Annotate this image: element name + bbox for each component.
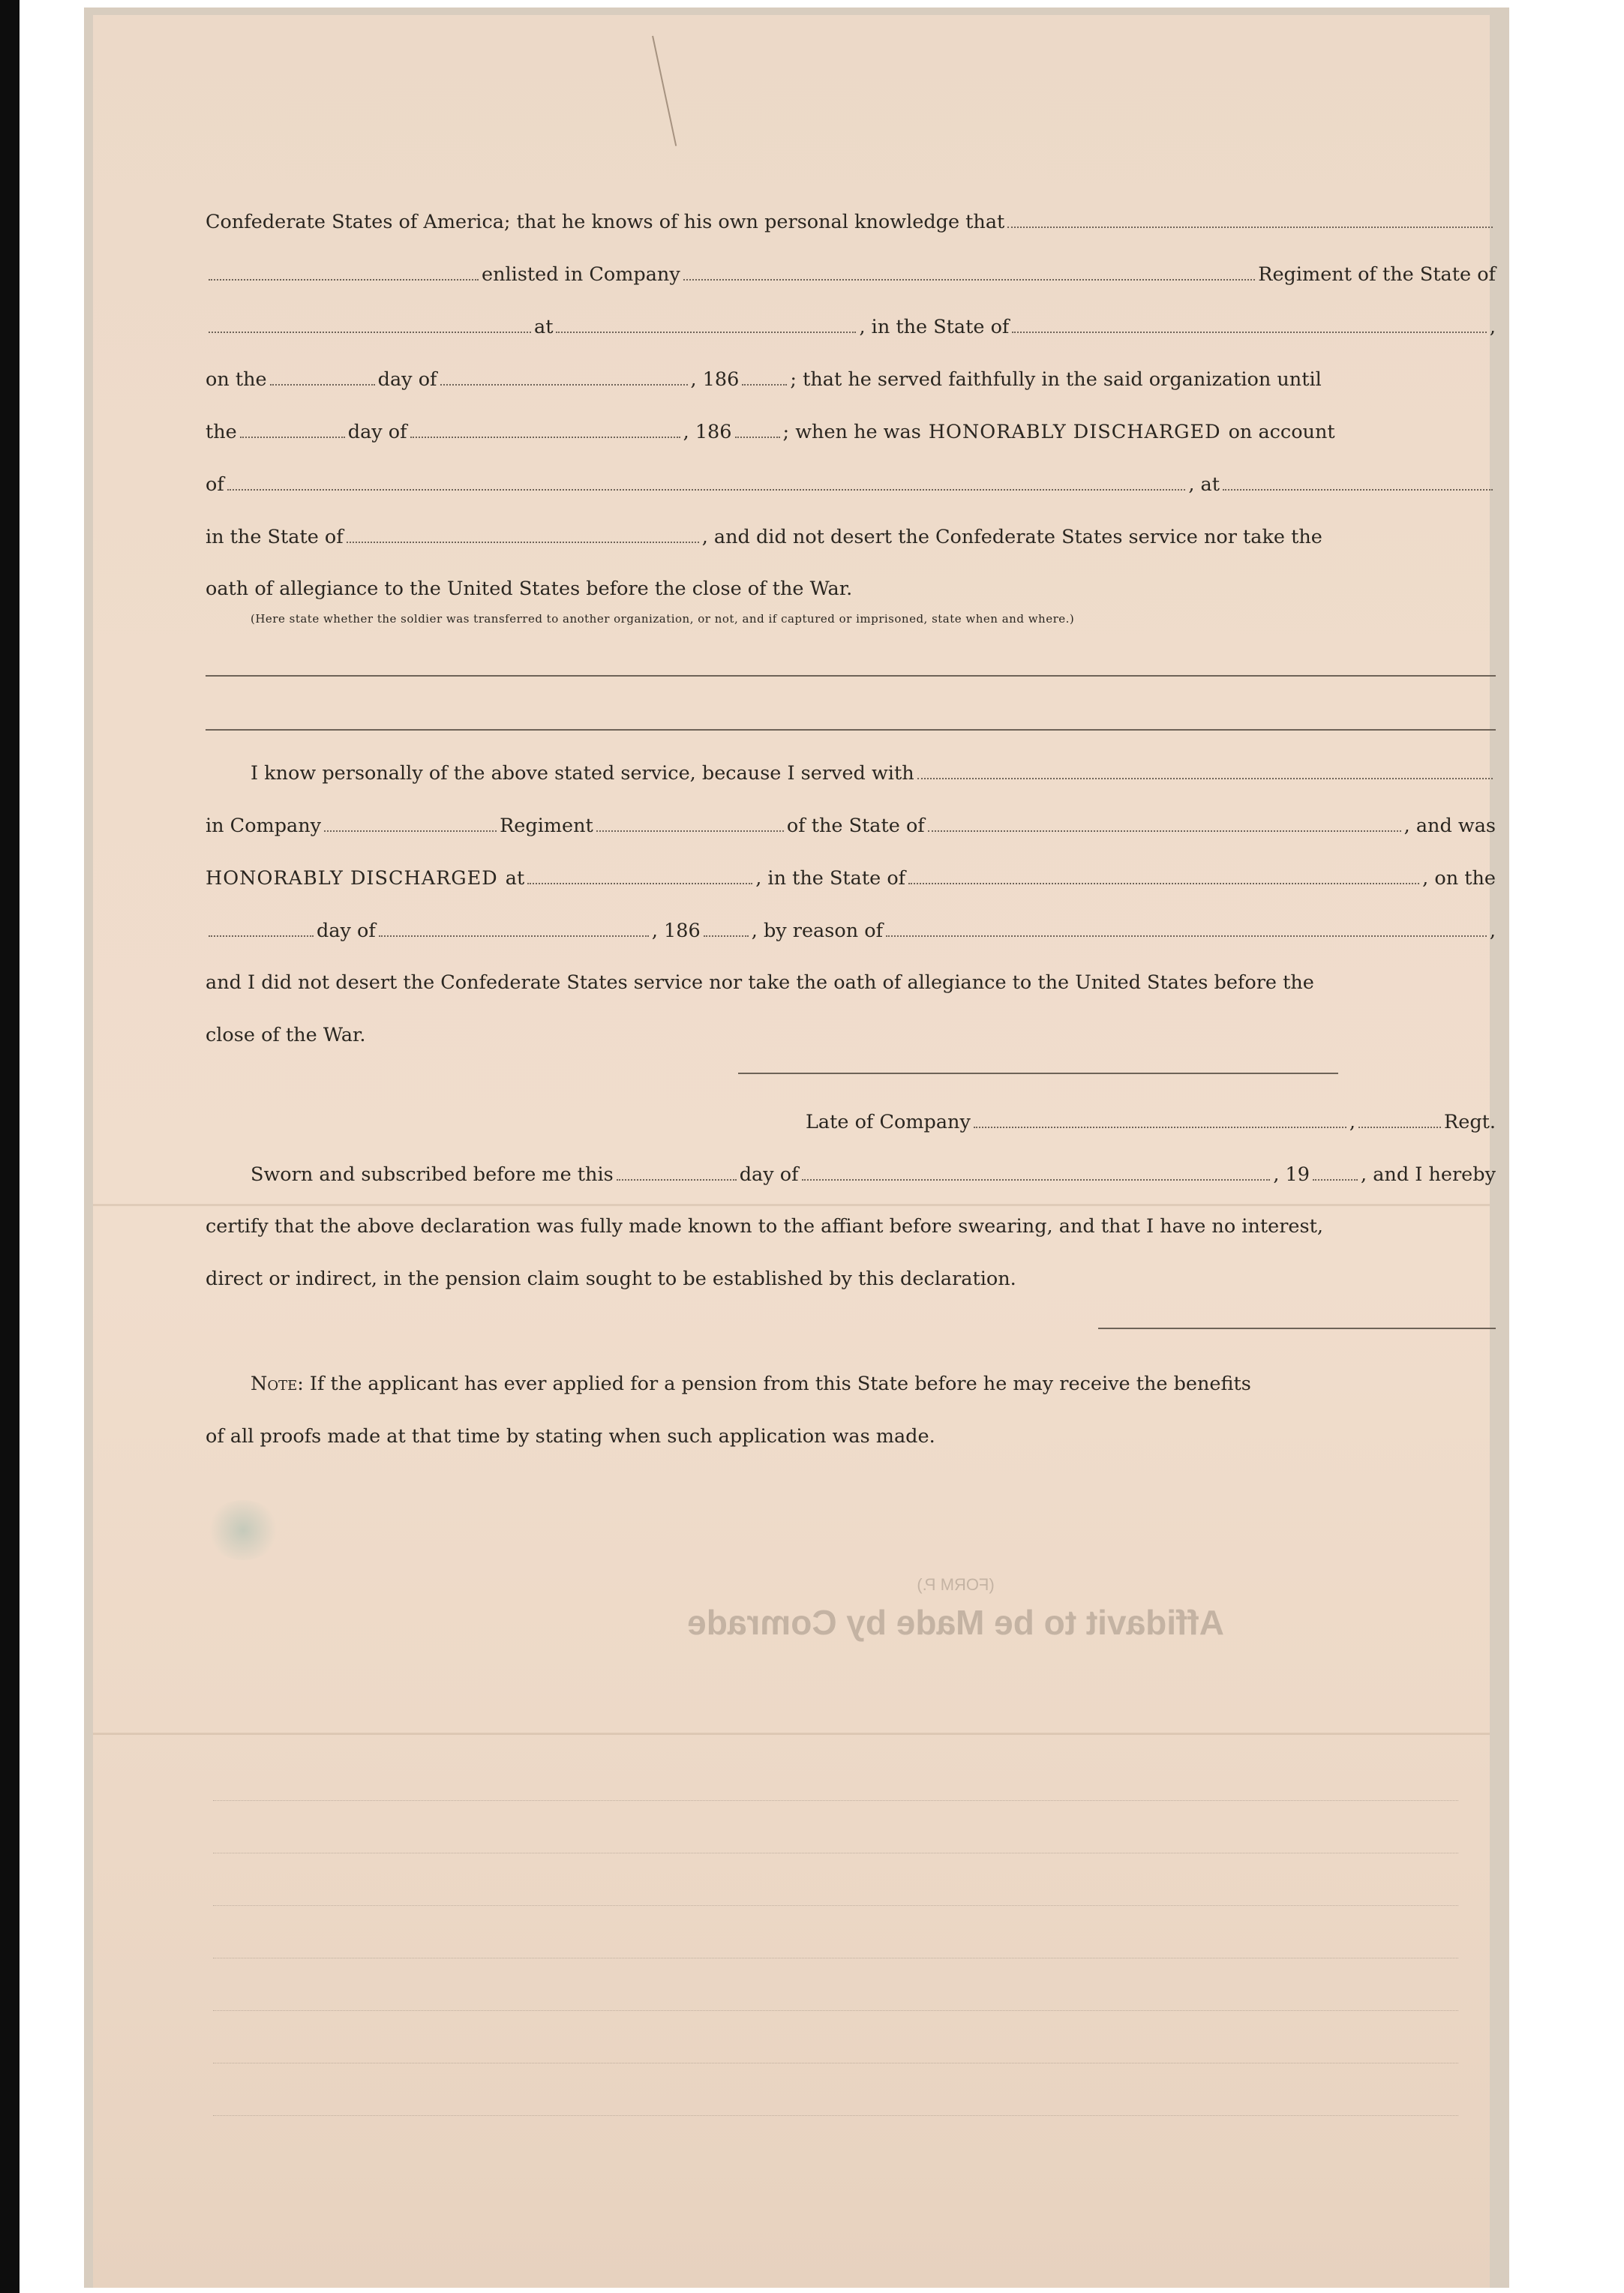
blank-field[interactable] bbox=[1007, 210, 1493, 228]
line-3: at , in the State of , bbox=[206, 315, 1496, 342]
line-15: Late of Company , Regt. bbox=[806, 1111, 1496, 1133]
blank-field[interactable] bbox=[1358, 1110, 1441, 1128]
blank-field[interactable] bbox=[742, 368, 787, 386]
blank-field[interactable] bbox=[683, 263, 1256, 281]
blank-line[interactable] bbox=[206, 729, 1496, 731]
blank-field[interactable] bbox=[1313, 1163, 1358, 1181]
line-6: of , at bbox=[206, 473, 1496, 500]
line-8: oath of allegiance to the United States before the close of the War. bbox=[206, 578, 853, 600]
scanner-edge bbox=[0, 0, 20, 2293]
line-2: enlisted in Company Regiment of the State of bbox=[206, 263, 1496, 290]
line-9: I know personally of the above stated service, because I served with bbox=[206, 761, 1496, 788]
line-17: certify that the above declaration was fully made known to the affiant before swearing, and that I have no interest, bbox=[206, 1215, 1323, 1238]
blank-field[interactable] bbox=[379, 919, 649, 937]
line-7: in the State of , and did not desert the Confederate States service nor take the bbox=[206, 526, 1322, 548]
blank-field[interactable] bbox=[410, 420, 680, 438]
blank-field[interactable] bbox=[928, 814, 1401, 832]
line-5: the day of , 186 ; when he was HONORABLY DISCHARGED on account bbox=[206, 421, 1335, 443]
affidavit-page bbox=[93, 15, 1496, 2288]
torn-mark bbox=[652, 26, 721, 146]
blank-field[interactable] bbox=[209, 263, 479, 281]
blank-field[interactable] bbox=[556, 315, 856, 333]
blank-field[interactable] bbox=[617, 1163, 737, 1181]
blank-field[interactable] bbox=[347, 525, 699, 543]
blank-field[interactable] bbox=[735, 420, 780, 438]
blank-line[interactable] bbox=[206, 675, 1496, 677]
blank-field[interactable] bbox=[270, 368, 375, 386]
blank-field[interactable] bbox=[596, 814, 784, 832]
blank-field[interactable] bbox=[704, 919, 749, 937]
blank-field[interactable] bbox=[802, 1163, 1271, 1181]
blank-field[interactable] bbox=[974, 1110, 1346, 1128]
blank-field[interactable] bbox=[240, 420, 345, 438]
line-18: direct or indirect, in the pension claim sought to be established by this declaration. bbox=[206, 1268, 1016, 1290]
instruction-note: (Here state whether the soldier was transferred to another organization, or not, and if captured or imprisoned, state when and where.) bbox=[251, 612, 1075, 626]
blank-field[interactable] bbox=[908, 866, 1419, 884]
blank-field[interactable] bbox=[324, 814, 497, 832]
blank-field[interactable] bbox=[917, 761, 1493, 779]
blank-field[interactable] bbox=[209, 315, 531, 333]
blank-field[interactable] bbox=[1012, 315, 1487, 333]
blank-field[interactable] bbox=[209, 919, 314, 937]
blank-field[interactable] bbox=[1223, 473, 1493, 491]
fold-crease bbox=[93, 1733, 1490, 1735]
line-14: close of the War. bbox=[206, 1024, 366, 1046]
line-19: Note : If the applicant has ever applied for a pension from this State before he may receive the benefits bbox=[251, 1373, 1251, 1395]
line-1: Confederate States of America; that he knows of his own personal knowledge that bbox=[206, 210, 1496, 237]
blank-field[interactable] bbox=[440, 368, 688, 386]
official-signature-line[interactable] bbox=[1098, 1328, 1496, 1329]
line-11: HONORABLY DISCHARGED at , in the State of , on the bbox=[206, 867, 1496, 890]
fold-crease bbox=[93, 1204, 1490, 1206]
blank-field[interactable] bbox=[527, 866, 752, 884]
line-16: Sworn and subscribed before me this day of , 19 , and I hereby bbox=[251, 1163, 1496, 1186]
line-4: on the day of , 186 ; that he served faithfully in the said organization until bbox=[206, 368, 1322, 391]
blank-field[interactable] bbox=[886, 919, 1487, 937]
line-12: day of , 186 , by reason of , bbox=[206, 919, 1496, 946]
signature-line[interactable] bbox=[738, 1073, 1338, 1074]
bleed-through-text: (FORM P.) Affidavit to be Made by Comrade bbox=[687, 1575, 1224, 1642]
blank-field[interactable] bbox=[227, 473, 1186, 491]
ink-stain bbox=[206, 1500, 281, 1560]
line-20: of all proofs made at that time by stating when such application was made. bbox=[206, 1425, 935, 1448]
line-13: and I did not desert the Confederate States service nor take the oath of allegiance to the United States before the bbox=[206, 971, 1314, 994]
line-10: in Company Regiment of the State of , and was bbox=[206, 815, 1496, 837]
